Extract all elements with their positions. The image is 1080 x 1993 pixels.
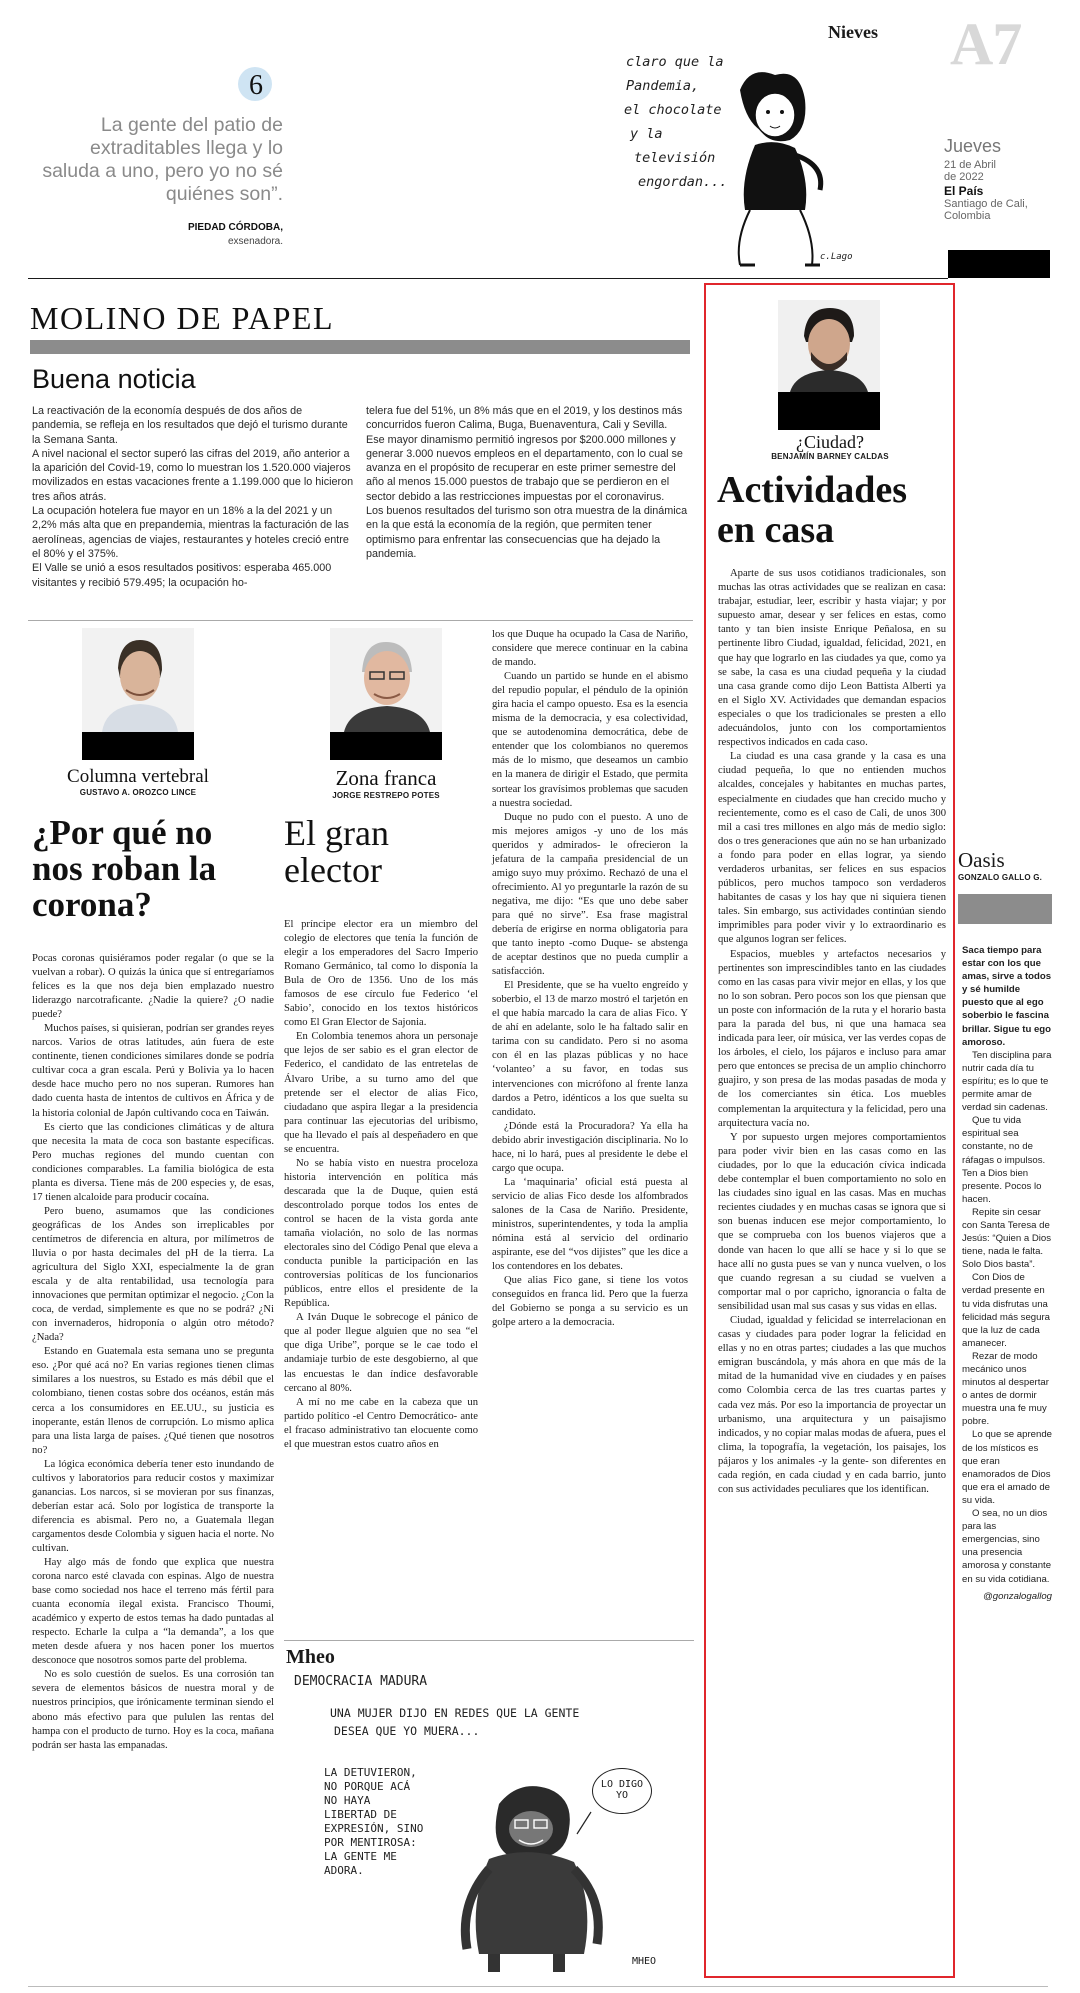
cartoon-signature: c.Lago — [820, 252, 853, 262]
body-paragraph: La lógica económica debería tener esto inundando de cultivos y laboratorios para reducir costos y maximizar ganancias. Los narcos, si se movieran por sus finanzas, deberían estar acá. Solo por logística de transporte la diferencia es abismal. Pero no, a Guatemala llegan cargamentos desde Colombia y siguen hacia el norte. No cultivan. — [32, 1458, 274, 1554]
author-photo-barney — [778, 300, 880, 392]
body-paragraph: No es solo cuestión de suelos. Es una corrosión tan severa de elementos básicos de nuestra moral y de nuestros principios, que irónicamente terminan siendo el abono más efectivo para que pululen las rentas del hampa con el producto de turno. Hoy es la coca, mañana podrán ser hasta las empanadas. — [32, 1669, 274, 1751]
editorial-paragraph: El Valle se unió a esos resultados positivos: esperaba 465.000 visitantes y recibió 579.495; la ocupación ho- — [32, 562, 332, 589]
cartoon-side-line: LA GENTE ME — [324, 1850, 397, 1863]
oasis-paragraph: Repite sin cesar con Santa Teresa de Jesús: “Quien a Dios tiene, nada le falta. Solo Dios basta”. — [962, 1206, 1052, 1271]
cartoon-line: televisión — [634, 150, 716, 166]
cartoon-gorilla-drawing — [449, 1774, 609, 1974]
body-paragraph: Es cierto que las condiciones climáticas y de altura que necesita la mata de coca son bastante específicas. Pero muchas regiones del mundo cuentan con condiciones comparables. La familia biológica de esta planta es diversa. Tiene más de 200 especies y, de esas, 17 tienen alcaloide para producir cocaína. — [32, 1121, 274, 1203]
cartoon-name: Mheo — [286, 1646, 335, 1668]
cartoon-nieves — [600, 20, 890, 270]
oasis-paragraph: Rezar de modo mecánico unos minutos al despertar o antes de dormir muestra una fe muy pobre. — [962, 1350, 1049, 1428]
cartoon-signature: MHEO — [632, 1956, 657, 1967]
body-paragraph: Cuando un partido se hunde en el abismo del repudio popular, el péndulo de la opinión gira hacia el campo opuesto. Esa es la esencia misma de la democracia, y esa colectividad, que se autodenomina democrática, debe de entender que los colombianos no queremos más de lo mismo, que deseamos un cambio en la manera de dirigir el Estado, que permita sortear los gravísimos problemas que sacuden a nuestra sociedad. — [492, 671, 688, 809]
column-body-b — [492, 628, 688, 1410]
body-paragraph: La ‘maquinaria’ oficial está puesta al servicio de alias Fico desde los alfombrados salones de la Casa de Nariño. Presidente, ministros, superintendentes, y toda la amplia nómina está al servicio del ordinario aspirante, ese del “vos dijistes” que les dice a los contendores en los debates. — [492, 1176, 688, 1273]
cartoon-side-line: LA DETUVIERON, — [324, 1766, 417, 1779]
author-photo-bar — [778, 392, 880, 430]
author-photo-bar — [82, 732, 194, 760]
author-photo-orozco — [82, 628, 194, 732]
dateline-newspaper: El País — [944, 184, 984, 198]
editorial-col2 — [366, 404, 688, 614]
column-name-oasis: Oasis — [958, 848, 1005, 872]
column-body — [718, 567, 946, 1972]
dateline-date: 21 de Abril — [944, 159, 996, 171]
oasis-paragraph: O sea, no un dios para las emergencias, sino una presencia amorosa y constante en su vida cotidiana. — [962, 1508, 1052, 1585]
oasis-paragraph: Que tu vida espiritual sea constante, no de ráfagas o impulsos. Ten a Dios bien presente. Pocos lo hacen. — [962, 1115, 1046, 1205]
section-title: MOLINO DE PAPEL — [30, 300, 334, 336]
column-author: GUSTAVO A. OROZCO LINCE — [79, 788, 197, 797]
quote-text: La gente del patio de extraditables llega y lo saluda a uno, pero yo no sé quiénes son”. — [42, 114, 283, 205]
quote-icon — [238, 67, 272, 101]
column-author: GONZALO GALLO G. — [958, 873, 1043, 882]
body-paragraph: Pero bueno, asumamos que las condiciones geográficas de los Andes son irreplicables por centímetros de diferencia en altura, por milímetros de lluvia o por hasta decimales del pH de la tierra. La agricultura del Siglo XXI, especialmente la de gran escala y de alta rentabilidad, usa tecnología para innovaciones que permitan optimizar el negocio. ¿Con la coca, de verdad, simplemente es que no se podrá? ¿Ni con invernaderos, hidroponía o algún otro método? ¿Nada? — [32, 1205, 274, 1344]
dateline — [944, 136, 1064, 222]
cartoon-side-text — [324, 1766, 464, 1878]
body-paragraph: En Colombia tenemos ahora un personaje que lejos de ser sabio es el gran elector de Federico, el candidato de las entretelas de Álvaro Uribe, a su turno amo del que pretende ser el elector de alias Fico, ciudadano que aspira llegar a la presidencia para continuar las ejecutorias del uribismo, que ha llevado el país al despeñadero en que se encuentra. — [284, 1031, 478, 1155]
cartoon-side-line: LIBERTAD DE — [324, 1808, 397, 1821]
cartoon-side-line: NO HAYA — [324, 1794, 371, 1807]
bubble-line: YO — [615, 1790, 629, 1801]
editorial-paragraph: La reactivación de la economía después de dos años de pandemia, se refleja en los resultados que dejó el turismo durante la Semana Santa. — [32, 405, 348, 446]
author-photo-bar — [330, 732, 442, 760]
cartoon-side-line: ADORA. — [324, 1864, 364, 1877]
column-headline: El gran elector — [284, 813, 389, 891]
oasis-signature: @gonzalogallog — [983, 1590, 1052, 1602]
body-paragraph: Muchos países, si quisieran, podrían ser grandes reyes narcos. Varios de otras latitudes, aún fuera de este continente, tienen condiciones similares donde se podría cultivar coca a gran escala. Perú y Bolivia ya lo hacen desde hace mucho pero no nos superan. Rumores han dado cuenta hasta de intentos de cultivos en África y de la historia colonial de Japón cultivando coca en Taiwán. — [32, 1023, 274, 1119]
body-paragraph: Aparte de sus usos cotidianos tradicionales, son muchas las otras actividades que se realizan en casa: trabajar, estudiar, leer, escribir y hasta viajar; y por supuesto amar, desear y ser felices en estas, como tanto y tan bien insiste Enrique Peñalosa, en su pertinente libro Ciudad, igualdad, felicidad, 2021, en que hay que lograrlo en las ciudades ya que, como ya se sabe, la casa es una ciudad pequeña y la ciudad una casa grande como dijo Leon Battista Alberti ya en el Siglo XV. Actividades que demandan espacios especiales o que los tradicionales se presten a ello adecuándolos, junto con los comportamientos respectivos indicados en cada caso. — [718, 568, 946, 749]
cartoon-rule — [284, 1640, 694, 1641]
cartoon-side-line: EXPRESIÓN, SINO — [324, 1822, 424, 1835]
body-paragraph: Que alias Fico gane, si tiene los votos conseguidos en franca lid. Pero que la fuerza del Gobierno se ponga a su servicio es un golpe artero a la democracia. — [492, 1275, 688, 1329]
body-paragraph: los que Duque ha ocupado la Casa de Nariño, considere que merece continuar en la cabina de mando. — [492, 629, 688, 669]
body-paragraph: ¿Dónde está la Procuradora? Ya ella ha debido abrir investigación disciplinaria. No lo hace, ni lo hará, pues al presidente le debe el cargo que ocupa. — [492, 1120, 688, 1174]
editorial-paragraph: La ocupación hotelera fue mayor en un 18% a la del 2021 y un 2,2% más alta que en prepandemia, mientras la facturación de las aerolíneas, agencias de viajes, restaurantes y hoteles creció entre el 80% y el 375%. — [32, 505, 349, 560]
cartoon-name: Nieves — [828, 22, 878, 42]
editorial-paragraph: A nivel nacional el sector superó las cifras del 2019, año anterior a la aparición del Covid-19, como lo muestran los 1.520.000 viajeros movilizados en estas vacaciones frente a 1.199.000 que lo hicieron tres años atrás. — [32, 447, 354, 503]
editorial-paragraph: telera fue del 51%, un 8% más que en el 2019, y los destinos más concurridos fueron Calima, Buga, Buenaventura, Cali y Sevilla. — [366, 405, 683, 432]
column-author: BENJAMÍN BARNEY CALDAS — [771, 452, 889, 461]
editorial-rule — [28, 620, 693, 621]
cartoon-line: UNA MUJER DIJO EN REDES QUE LA GENTE — [330, 1706, 580, 1720]
cartoon-line: Pandemia, — [626, 78, 700, 94]
bubble-line: LO DIGO — [600, 1779, 644, 1790]
column-name: Columna vertebral — [67, 766, 209, 787]
editorial-headline: Buena noticia — [32, 364, 196, 394]
cartoon-side-line: NO PORQUE ACÁ — [324, 1780, 411, 1793]
body-paragraph: Y por supuesto urgen mejores comportamientos para poder vivir bien en las casas como en las ciudades, por lo que la educación cívica indicada debe contemplar el buen comportamiento no solo en las ciudades sino igual en las casas. Mas en muchas recientes ciudades y en muchas casas se ignora que si son buenas inducen ese mejor comportamiento, lo que se comprueba con los buenos viajeros que a donde van hacen lo que allí se hace y si lo que se hace allí no gusta pues se van y nunca vuelven, o los que cuando regresan a su ciudad se vuelven a comportar mal o por capricho, ignorancia o falta de sensibilidad usan mal sus casas y sus vidas en ellas. — [718, 1131, 946, 1312]
quote-author-role: exsenadora. — [227, 236, 283, 247]
oasis-paragraph: Lo que se aprende de los místicos es que eran enamorados de Dios que era el amado de su vida. — [962, 1429, 1053, 1506]
quote-author: PIEDAD CÓRDOBA, — [187, 222, 283, 233]
oasis-body — [962, 944, 1052, 1674]
editorial-col1 — [32, 404, 354, 614]
dateline-day: Jueves — [944, 136, 1002, 156]
cartoon-line: claro que la — [626, 54, 724, 70]
cartoon-line: DESEA QUE YO MUERA... — [334, 1724, 480, 1738]
dateline-city: Santiago de Cali, — [944, 198, 1028, 210]
column-headline: ¿Por qué no nos roban la corona? — [32, 813, 217, 925]
column-name: ¿Ciudad? — [796, 432, 864, 452]
header-black-bar — [948, 250, 1050, 278]
body-paragraph: A Iván Duque le sobrecoge el pánico de que al poder llegue alguien que no sea “el que diga Uribe”, porque se le cae todo el andamiaje turbio de este desgobierno, al que las encuestas le dan índice desfavorable cercano al 80%. — [284, 1312, 478, 1394]
cartoon-drawing — [720, 60, 870, 270]
cartoon-side-line: POR MENTIROSA: — [324, 1836, 417, 1849]
cartoon-line: engordan... — [638, 174, 728, 190]
oasis-paragraph: Ten disciplina para nutrir cada día tu espíritu; es lo que te permite amar de verdad sin cadenas. — [962, 1049, 1052, 1114]
column-author: JORGE RESTREPO POTES — [332, 791, 440, 800]
cartoon-mheo — [284, 1644, 694, 1984]
cartoon-title: DEMOCRACIA MADURA — [294, 1674, 428, 1689]
dateline-year: de 2022 — [944, 171, 984, 183]
body-paragraph: Ciudad, igualdad y felicidad se interrelacionan en casas y ciudades para poder lograr la felicidad en ellas y no en otras partes; ciudades a las que muchos emigran buscándola, y más ahora en que más de la mitad de la humanidad vive en ciudades y en países como Colombia cerca de las tres cuartas partes y cada vez más. Por eso la importancia de proyectar un urbanismo, una arquitectura y un paisajismo indicados, y no copiar malas modas de afuera, pues el clima, la topografía, la vegetación, los paisajes, los pájaros y los animales -y la gente- son diferentes en cada región, en cada ciudad y en cada barrio, junto con sus actividades peculiares que los identifican. — [718, 1314, 946, 1496]
editorial-paragraph: Los buenos resultados del turismo son otra muestra de la dinámica en la que está la economía de la región, que permiten tener optimismo para enfrentar las consecuencias que ha dejado la pandemia. — [366, 505, 688, 560]
body-paragraph: No se había visto en nuestra proceloza historia intervención en política más descarada que la de Duque, quien está descontrolado porque todos los entes de control se hacen de la vista gorda ante tamaña violación, no solo de las normas electorales sino del Código Penal que eleva a conducta punible la participación en las controversias políticas de los funcionarios públicos, entre ellos el presidente de la República. — [284, 1157, 478, 1310]
oasis-gray-bar — [958, 894, 1052, 924]
body-paragraph: El Presidente, que se ha vuelto engreído y soberbio, el 13 de marzo mostró el tarjetón en el que había marcado la cara de alias Fico. Y de ahí en adelante, solo le ha faltado salir en tarima con su candidato. Pero si no asoma con él en las plazas públicas y no hace ‘volanteo’ a su favor, en todas sus intervenciones con micrófono al frente lanza dardos a Petro, idénticos a los que suelta su candidato. — [492, 980, 688, 1118]
body-paragraph: Estando en Guatemala esta semana uno se pregunta eso. ¿Por qué acá no? En varias regiones tienen climas similares a los nuestros, su Estado es más débil que el colombiano, tienen costas sobre dos océanos, están más cerca a los consumidores en EE.UU., su justicia es inoperante, están llenos de corrupción. Lo mismo aplica para una lista larga de países. ¿Qué tienen que nosotros no? — [32, 1346, 274, 1456]
body-paragraph: Hay algo más de fondo que explica que nuestra corona narco esté clavada con espinas. Algo de nuestra base como sociedad nos hace el terreno más fértil para cuanta economía ilegal exista. Francisco Thoumi, académico y experto de estos temas ha dado puntadas al respecto. Echarle la culpa a “la demanda”, a los que meten desde afuera y nos hacen poner los muertos desconoce que nosotros somos parte del problema. — [32, 1557, 274, 1667]
oasis-paragraph: Con Dios de verdad presente en tu vida disfrutas una felicidad más segura que la luz de cada amanecer. — [962, 1272, 1050, 1349]
oasis-intro: Saca tiempo para estar con los que amas, sirve a todos y sé humilde puesto que al ego soberbio le fascina brillar. Sigue tu ego amoroso. — [962, 945, 1052, 1048]
quote-box — [28, 62, 298, 262]
author-photo-restrepo — [330, 628, 442, 732]
section-gray-bar — [30, 340, 690, 354]
body-paragraph: A mí no me cabe en la cabeza que un partido político -el Centro Democrático- ante el fracaso administrativo tan elocuente como el que muestran estos cuatro años en — [284, 1396, 478, 1450]
column-name: Zona franca — [335, 766, 437, 790]
column-body-a — [284, 918, 478, 1450]
editorial-paragraph: Ese mayor dinamismo permitió ingresos por $200.000 millones y generar 3.000 nuevos empleos en el departamento, con lo cual se avanza en el propósito de recuperar en este primer semestre del año al menos 15.000 puestos de trabajo que se perdieron en el sector debido a las restricciones impuestas por el coronavirus. — [366, 433, 683, 503]
body-paragraph: Pocas coronas quisiéramos poder regalar (o que se la vuelvan a robar). O quizás la única que sí entregaríamos felices es la que nos deja bien emplazado nuestro liderazgo narcotraficante. ¿Nadie la quiere? ¿O nadie puede? — [32, 953, 274, 1021]
body-paragraph: El príncipe elector era un miembro del colegio de electores que tenía la función de elegir a los emperadores del Sacro Imperio Romano Germánico, tal como lo disponía la Bula de Oro de 1356. Uno de los más famosos de ese círculo fue Federico ‘el Sabio’, conocido en los textos históricos como El Gran Elector de Sajonia. — [284, 919, 478, 1029]
footer-rule — [28, 1986, 1048, 1987]
svg-text:6: 6 — [249, 70, 263, 101]
cartoon-line: y la — [630, 126, 663, 142]
body-paragraph: Espacios, muebles y artefactos necesarios y pertinentes son imprescindibles tanto en las ciudades como en las casas para vivir mejor en ellas, y los que no lo son sobran. Pero pocos son los que piensan que un poste con información de la ruta y el horario basta para la parada del bus, ni que una hamaca sea indicada para leer, oír música, ver las verdes copas de los árboles, el cielo, los pájaros e incluso para amar pero que entonces se precisa de un amplio chinchorro guajiro, y son presa de las modas pasadas de moda y de los comerciantes sin ética. Los muebles complementan la arquitectura y la felicidad, pero una arquitectura vacía no. — [718, 948, 946, 1129]
body-paragraph: La ciudad es una casa grande y la casa es una ciudad pequeña, lo que no entienden muchos alcaldes, concejales y habitantes en muchas partes, especialmente en ciudades que han crecido mucho y recientemente, como es el caso de Cali, de unos 300 mil a casi tres millones en algo más de medio siglo: dos o tres generaciones que aún no se han urbanizado a fondo para poder en ellas lograr, ya siendo verdaderos urbanitas, ser felices en sus espacios públicos, pero muchos tampoco son verdaderos habitantes de casas y los hay que ni siquiera tienen tales. Sin embargo, sus actividades continúan siendo imprimibles para poder vivir y lo extraordinario es que algunos logran ser felices. — [718, 751, 946, 946]
page-number: A7 — [950, 11, 1022, 77]
header-rule — [28, 278, 948, 279]
column-body — [32, 952, 274, 1982]
dateline-country: Colombia — [944, 210, 991, 222]
column-headline: Actividades en casa — [717, 469, 907, 551]
body-paragraph: Duque no pudo con el puesto. A uno de mis mejores amigos -y uno de los más queridos y admirados- le ofrecieron la jefatura de la campaña presidencial de un amigo suyo muy próximo. Rechazó de una el ofrecimiento. Al yo preguntarle la razón de su negativa, me dijo: “Es que uno debe saber para qué no sirve”. Esa frase magistral debería de erigirse en norma obligatoria para que tanto inepto -como Duque- se abstenga de aceptar destinos que no pueda cumplir a satisfacción. — [492, 811, 688, 978]
cartoon-line: el chocolate — [624, 102, 722, 118]
